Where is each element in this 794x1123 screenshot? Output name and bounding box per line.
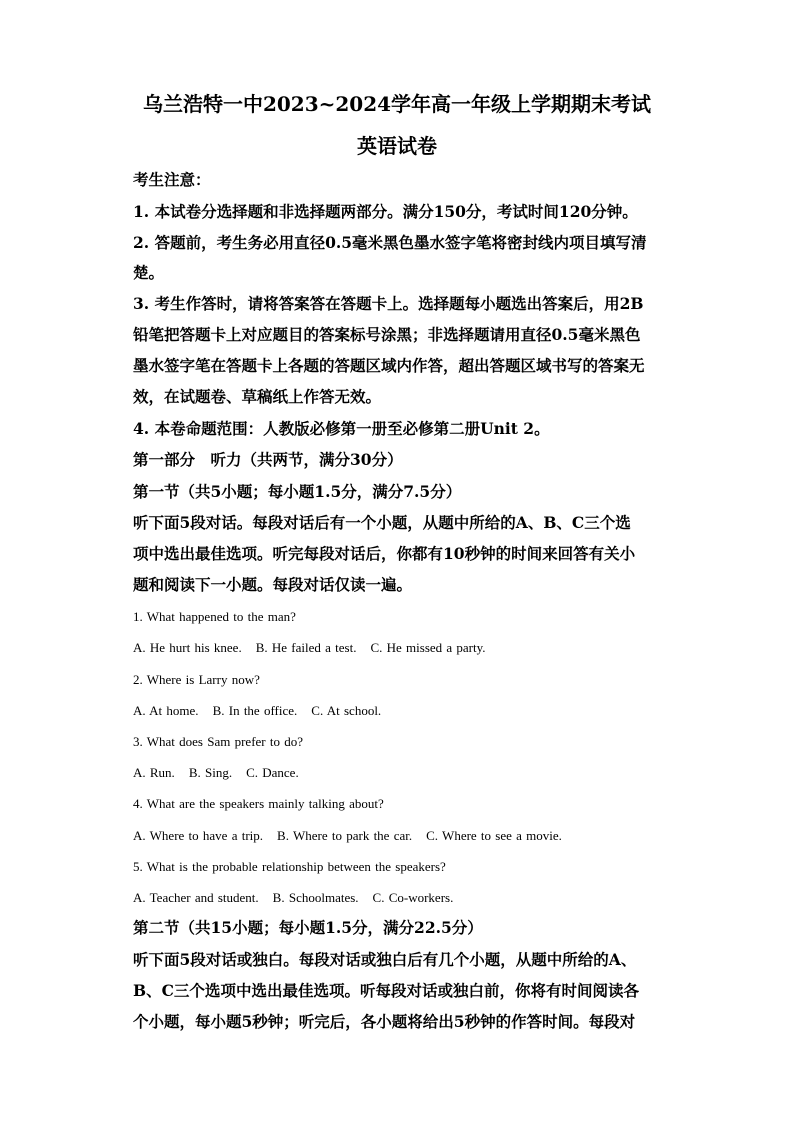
notice-item-3-line2: 铅笔把答题卡上对应题目的答案标号涂黑；非选择题请用直径0.5毫米黑色	[133, 325, 641, 344]
section2-instruction-line2: B、C三个选项中选出最佳选项。听每段对话或独白前，你将有时间阅读各	[133, 981, 639, 1000]
option-a: A. Teacher and student.	[133, 890, 259, 905]
question-5-options	[133, 890, 453, 906]
option-b: B. Where to park the car.	[277, 828, 413, 843]
notice-heading: 考生注意：	[133, 170, 211, 189]
section1-heading: 第一节（共5小题；每小题1.5分，满分7.5分）	[133, 482, 462, 501]
question-4-options	[133, 828, 562, 844]
section2-instruction-line3: 个小题，每小题5秒钟；听完后，各小题将给出5秒钟的作答时间。每段对	[133, 1012, 636, 1031]
notice-item-3-line1: 3. 考生作答时，请将答案答在答题卡上。选择题每小题选出答案后，用2B	[133, 294, 644, 313]
notice-item-4: 4. 本卷命题范围：人教版必修第一册至必修第二册Unit 2。	[133, 419, 550, 438]
option-a: A. He hurt his knee.	[133, 640, 242, 655]
option-c: C. At school.	[311, 703, 382, 718]
notice-item-2-line1: 2. 答题前，考生务必用直径0.5毫米黑色墨水签字笔将密封线内项目填写清	[133, 233, 647, 252]
section1-instruction-line2: 项中选出最佳选项。听完每段对话后，你都有10秒钟的时间来回答有关小	[133, 544, 636, 563]
option-a: A. At home.	[133, 703, 199, 718]
question-1: 1. What happened to the man?	[133, 609, 296, 624]
option-b: B. Sing.	[188, 765, 233, 780]
option-c: C. Where to see a movie.	[426, 828, 562, 843]
question-3: 3. What does Sam prefer to do?	[133, 734, 304, 749]
option-b: B. Schoolmates.	[272, 890, 359, 905]
option-b: B. He failed a test.	[255, 640, 357, 655]
question-4: 4. What are the speakers mainly talking about?	[133, 796, 384, 811]
option-a: A. Where to have a trip.	[133, 828, 264, 843]
option-b: B. In the office.	[212, 703, 298, 718]
section1-instruction-line1: 听下面5段对话。每段对话后有一个小题，从题中所给的A、B、C三个选	[133, 513, 631, 532]
option-a: A. Run.	[133, 765, 175, 780]
question-5: 5. What is the probable relationship between the speakers?	[133, 859, 446, 874]
option-c: C. Dance.	[246, 765, 299, 780]
exam-subject-title: 英语试卷	[357, 134, 437, 158]
exam-title: 乌兰浩特一中2023~2024学年高一年级上学期期末考试	[142, 92, 652, 116]
notice-item-3-line3: 墨水签字笔在答题卡上各题的答题区域内作答，超出答题区域书写的答案无	[133, 356, 645, 375]
question-2-options	[133, 703, 381, 719]
notice-item-3-line4: 效，在试题卷、草稿纸上作答无效。	[133, 387, 382, 406]
section2-heading: 第二节（共15小题；每小题1.5分，满分22.5分）	[133, 918, 483, 937]
question-3-options	[133, 765, 299, 781]
notice-item-1: 1. 本试卷分选择题和非选择题两部分。满分150分，考试时间120分钟。	[133, 202, 638, 221]
option-c: C. Co-workers.	[372, 890, 454, 905]
section2-instruction-line1: 听下面5段对话或独白。每段对话或独白后有几个小题，从题中所给的A、	[133, 950, 637, 969]
option-c: C. He missed a party.	[370, 640, 486, 655]
question-2: 2. Where is Larry now?	[133, 672, 260, 687]
notice-item-2-line2: 楚。	[133, 263, 165, 282]
part1-heading: 第一部分 听力（共两节，满分30分）	[133, 450, 403, 469]
question-1-options	[133, 640, 486, 656]
section1-instruction-line3: 题和阅读下一小题。每段对话仅读一遍。	[133, 575, 413, 594]
